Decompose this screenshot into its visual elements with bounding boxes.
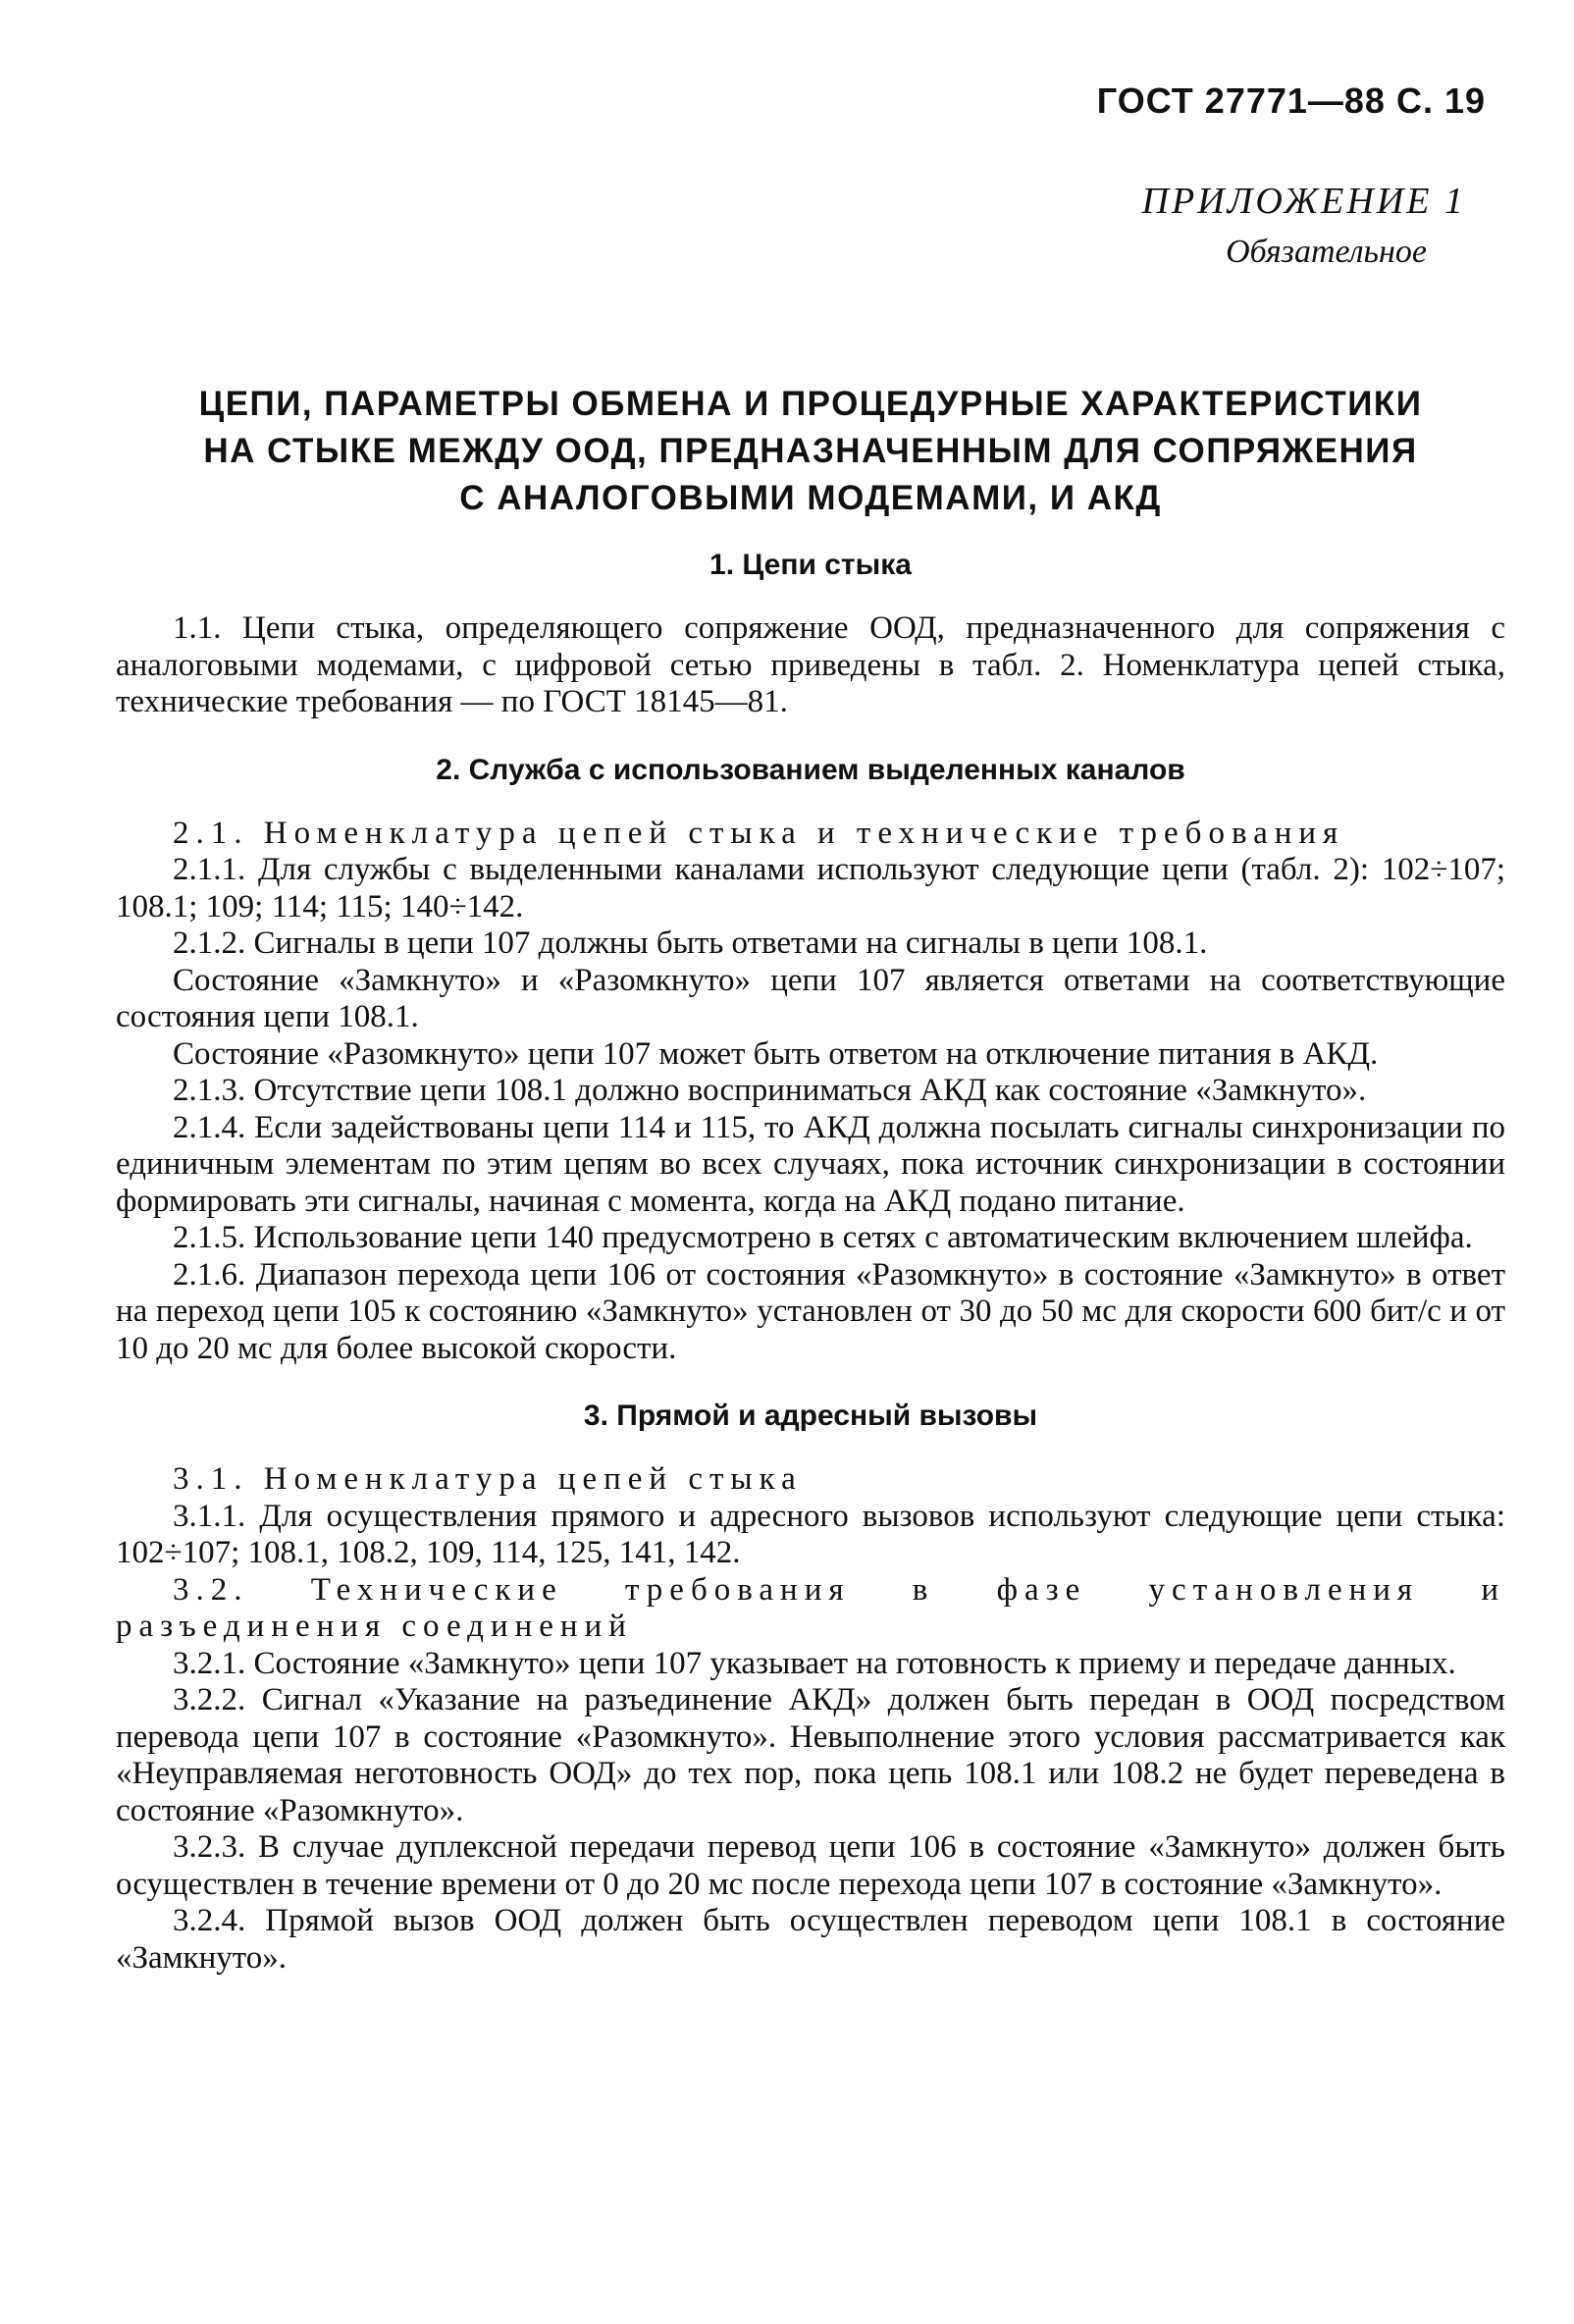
running-head: ГОСТ 27771—88 С. 19: [1096, 80, 1486, 121]
paragraph-2-1-3: 2.1.3. Отсутствие цепи 108.1 должно восприниматься АКД как состояние «Замкнуто».: [173, 1073, 1367, 1108]
paragraph-2-1-4: 2.1.4. Если задействованы цепи 114 и 115, то АКД должна посылать сигналы синхронизации по единичным элементам по этим цепям во всех случаях, пока источник синхронизации в состоянии формировать эти сигналы, начиная с момента, когда на АКД подано питание.: [116, 1109, 1505, 1219]
paragraph-2-1-1: 2.1.1. Для службы с выделенными каналами используют следующие цепи (табл. 2): 102÷107; 108.1; 109; 114; 115; 140÷142.: [116, 852, 1505, 924]
appendix-status: Обязательное: [1226, 234, 1427, 270]
section-1-heading: 1. Цепи стыка: [709, 549, 912, 581]
section-2-heading: 2. Служба с использованием выделенных каналов: [436, 753, 1185, 786]
title-line-1: ЦЕПИ, ПАРАМЕТРЫ ОБМЕНА И ПРОЦЕДУРНЫЕ ХАРАКТЕРИСТИКИ: [198, 385, 1423, 423]
paragraph-3-2-2: 3.2.2. Сигнал «Указание на разъединение АКД» должен быть передан в ООД посредством перевода цепи 107 в состояние «Разомкнуто». Невыполнение этого условия рассматривается как «Неуправляемая неготовность ООД» до тех пор, пока цепь 108.1 или 108.2 не будет переведена в состояние «Разомкнуто».: [116, 1682, 1505, 1828]
paragraph-3-2: 3.2. Технические требования в фазе установления и разъединения соединений: [116, 1571, 1505, 1644]
document-title: [116, 381, 1505, 522]
paragraph-2-1-2: 2.1.2. Сигналы в цепи 107 должны быть ответами на сигналы в цепи 108.1.: [173, 925, 1208, 961]
paragraph-1-1: 1.1. Цепи стыка, определяющего сопряжение ООД, предназначенного для сопряжения с аналоговыми модемами, с цифровой сетью приведены в табл. 2. Номенклатура цепей стыка, технические требования — по ГОСТ 18145—81.: [116, 610, 1505, 719]
document-page: [116, 0, 1505, 2324]
appendix-label: ПРИЛОЖЕНИЕ 1: [1141, 181, 1466, 222]
paragraph-2-1: 2.1. Номенклатура цепей стыка и технические требования: [173, 815, 1345, 851]
appendix-block: [1142, 177, 1466, 279]
paragraph-2-1-2-c: Состояние «Разомкнуто» цепи 107 может быть ответом на отключение питания в АКД.: [173, 1035, 1379, 1072]
title-line-2: НА СТЫКЕ МЕЖДУ ООД, ПРЕДНАЗНАЧЕННЫМ ДЛЯ СОПРЯЖЕНИЯ: [203, 432, 1418, 470]
paragraph-2-1-6: 2.1.6. Диапазон перехода цепи 106 от состояния «Разомкнуто» в состояние «Замкнуто» в ответ на переход цепи 105 к состоянию «Замкнуто» установлен от 30 до 50 мс для скорости 600 бит/с и от 10 до 20 мс для более высокой скорости.: [116, 1256, 1505, 1366]
paragraph-3-1: 3.1. Номенклатура цепей стыка: [173, 1461, 803, 1497]
paragraph-3-2-1: 3.2.1. Состояние «Замкнуто» цепи 107 указывает на готовность к приему и передаче данных.: [173, 1645, 1456, 1681]
paragraph-3-2-4: 3.2.4. Прямой вызов ООД должен быть осуществлен переводом цепи 108.1 в состояние «Замкнуто».: [116, 1903, 1505, 1976]
title-line-3: С АНАЛОГОВЫМИ МОДЕМАМИ, И АКД: [459, 479, 1162, 517]
document-body: [116, 546, 1505, 1977]
section-3-heading: 3. Прямой и адресный вызовы: [583, 1400, 1038, 1432]
paragraph-2-1-2-b: Состояние «Замкнуто» и «Разомкнуто» цепи 107 является ответами на соответствующие состояния цепи 108.1.: [116, 962, 1505, 1034]
paragraph-3-2-3: 3.2.3. В случае дуплексной передачи перевод цепи 106 в состояние «Замкнуто» должен быть осуществлен в течение времени от 0 до 20 мс после перехода цепи 107 в состояние «Замкнуто».: [116, 1829, 1505, 1902]
paragraph-2-1-5: 2.1.5. Использование цепи 140 предусмотрено в сетях с автоматическим включением шлейфа.: [173, 1220, 1473, 1255]
paragraph-3-1-1: 3.1.1. Для осуществления прямого и адресного вызовов используют следующие цепи стыка: 102÷107; 108.1, 108.2, 109, 114, 125, 141, 142.: [116, 1498, 1505, 1570]
